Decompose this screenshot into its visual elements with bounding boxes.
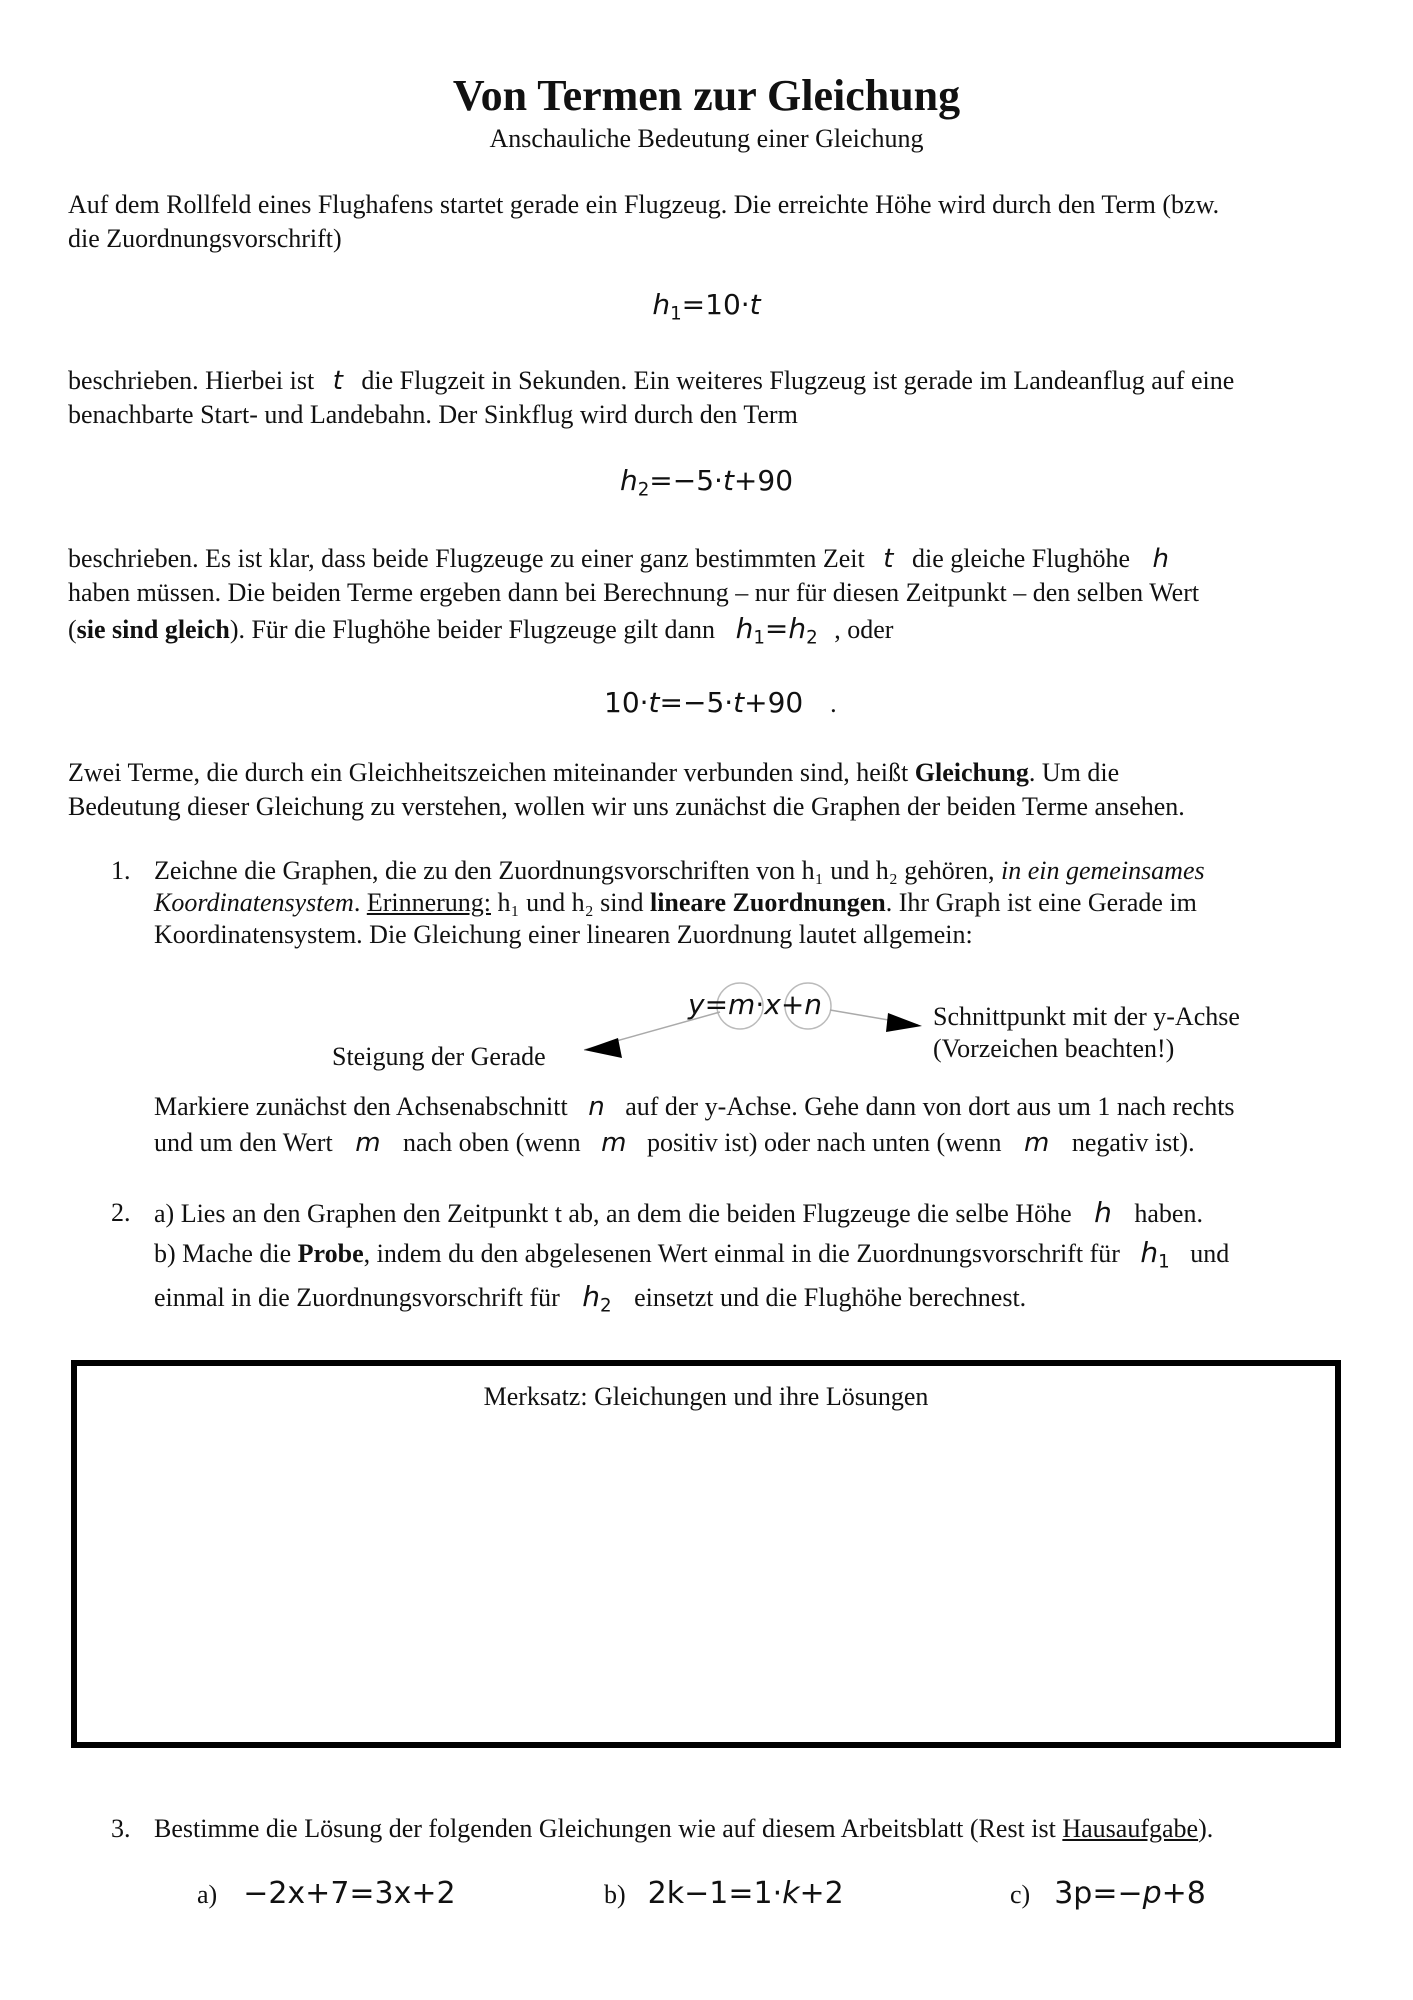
task3-line: Bestimme die Lösung der folgenden Gleichungen wie auf diesem Arbeitsblatt (Rest ist Hausaufgabe). xyxy=(154,1814,1214,1843)
para2-line-1: beschrieben. Hierbei ist t die Flugzeit in Sekunden. Ein weiteres Flugzeug ist gerade im Landeanflug auf eine xyxy=(68,366,1235,396)
equation-main: 10·t=−5·t+90 . xyxy=(604,686,837,719)
task1-number: 1. xyxy=(111,856,131,885)
task3-item-b: b) 2k−1=1·k+2 xyxy=(604,1876,844,1911)
equation-h1: $h_1=10\cdot t$ xyxy=(652,288,761,325)
task1-line-1: Zeichne die Graphen, die zu den Zuordnungsvorschriften von h₁ und h₂ gehören, in ein gemeinsames xyxy=(154,856,1205,885)
task1-line-3: Koordinatensystem. Die Gleichung einer linearen Zuordnung lautet allgemein: xyxy=(154,920,973,949)
arrow-head-right xyxy=(886,1013,922,1032)
linear-formula: y=m·x+n xyxy=(688,988,823,1021)
para4-line-2: Bedeutung dieser Gleichung zu verstehen, wollen wir uns zunächst die Graphen der beiden Terme ansehen. xyxy=(68,792,1185,821)
para4-line-1: Zwei Terme, die durch ein Gleichheitszeichen miteinander verbunden sind, heißt Gleichung. Um die xyxy=(68,758,1120,787)
equation-h2: $h_2=-5\cdot t+90$ xyxy=(619,464,794,501)
task1-mark-line-1: Markiere zunächst den Achsenabschnitt n auf der y-Achse. Gehe dann von dort aus um 1 nach rechts xyxy=(154,1092,1235,1122)
para3-line-2: haben müssen. Die beiden Terme ergeben dann bei Berechnung – nur für diesen Zeitpunkt – den selben Wert xyxy=(68,578,1200,607)
task1-line-2: Koordinatensystem. Erinnerung: h₁ und h₂ sind lineare Zuordnungen. Ihr Graph ist eine Gerade im xyxy=(154,888,1197,917)
intro-line-1: Auf dem Rollfeld eines Flughafens startet gerade ein Flugzeug. Die erreichte Höhe wird durch den Term (bzw. xyxy=(68,190,1220,219)
task2-line-b: b) Mache die Probe, indem du den abgelesenen Wert einmal in die Zuordnungsvorschrift für $h_1$ und xyxy=(154,1236,1230,1273)
page-title: Von Termen zur Gleichung xyxy=(452,71,961,120)
para3-line-1: beschrieben. Es ist klar, dass beide Flugzeuge zu einer ganz bestimmten Zeit t die gleiche Flughöhe h xyxy=(68,544,1170,574)
task1-mark-line-2: und um den Wert m nach oben (wenn m positiv ist) oder nach unten (wenn m negativ ist). xyxy=(154,1128,1195,1158)
merksatz-box[interactable] xyxy=(71,1360,1341,1748)
arrow-head-left xyxy=(584,1038,622,1058)
intro-line-2: die Zuordnungsvorschrift) xyxy=(68,224,342,253)
para3-line-3: (sie sind gleich). Für die Flughöhe beider Flugzeuge gilt dann $h_1=h_2$ , oder xyxy=(68,612,894,649)
label-slope: Steigung der Gerade xyxy=(332,1042,546,1071)
task3-item-c: c) 3p=−p+8 xyxy=(1010,1876,1206,1911)
task2-line-c: einmal in die Zuordnungsvorschrift für $h_2$ einsetzt und die Flughöhe berechnest. xyxy=(154,1280,1027,1317)
task2-number: 2. xyxy=(111,1198,131,1227)
label-intercept-2: (Vorzeichen beachten!) xyxy=(933,1034,1175,1063)
label-intercept-1: Schnittpunkt mit der y-Achse xyxy=(933,1002,1240,1031)
merksatz-title: Merksatz: Gleichungen und ihre Lösungen xyxy=(483,1382,929,1411)
page-subtitle: Anschauliche Bedeutung einer Gleichung xyxy=(489,124,924,153)
task3-item-a: a) −2x+7=3x+2 xyxy=(197,1876,456,1911)
task2-line-a: a) Lies an den Graphen den Zeitpunkt t ab, an dem die beiden Flugzeuge die selbe Höhe h haben. xyxy=(154,1196,1203,1229)
para2-line-2: benachbarte Start- und Landebahn. Der Sinkflug wird durch den Term xyxy=(68,400,798,429)
task3-number: 3. xyxy=(111,1814,131,1843)
